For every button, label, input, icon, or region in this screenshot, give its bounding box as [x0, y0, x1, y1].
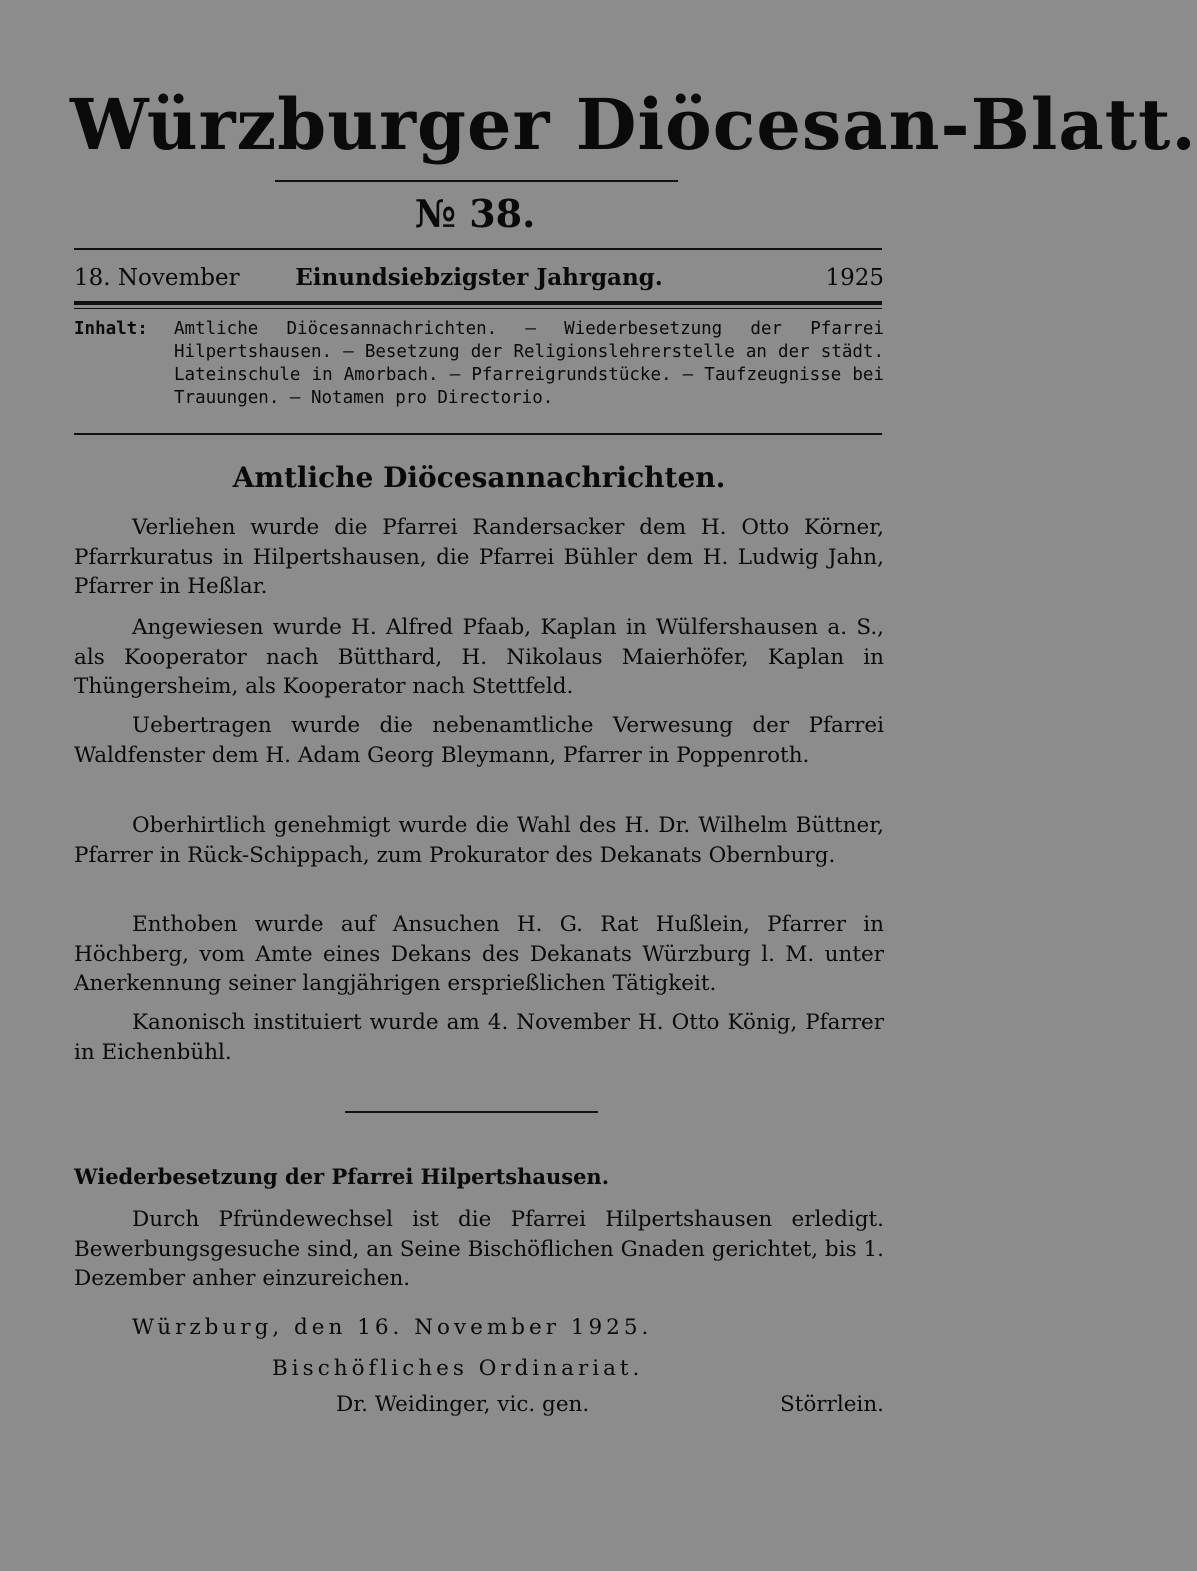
contents-text: Amtliche Diöcesannachrichten. — Wiederbesetzung der Pfarrei Hilpertshausen. — Besetzung der Religionslehrerstelle an der städt. Lateinschule in Amorbach. — Pfarreigrundstücke. — Taufzeugnisse bei Trauungen. — Notamen pro Directorio.	[174, 319, 884, 408]
paragraph-transfers: Uebertragen wurde die nebenamtliche Verwesung der Pfarrei Waldfenster dem H. Adam Georg Bleymann, Pfarrer in Poppenroth.	[74, 713, 884, 768]
dateline-rule-thin	[74, 308, 882, 309]
volume-label: Einundsiebzigster Jahrgang.	[295, 264, 663, 291]
dateline	[74, 262, 884, 294]
section-divider	[345, 1111, 598, 1113]
paragraph-assignments: Angewiesen wurde H. Alfred Pfaab, Kaplan in Wülfershausen a. S., als Kooperator nach Bütthard, H. Nikolaus Maierhöfer, Kaplan in Thüngersheim, als Kooperator nach Stettfeld.	[74, 615, 884, 699]
issuing-authority: Bischöfliches Ordinariat.	[272, 1356, 644, 1381]
dateline-rule-thick	[74, 301, 882, 305]
masthead-title: Würzburger Diöcesan-Blatt.	[70, 83, 1197, 166]
paragraph-institution: Kanonisch instituiert wurde am 4. November H. Otto König, Pfarrer in Eichenbühl.	[74, 1010, 884, 1065]
section-heading-diocesan-news: Amtliche Diöcesannachrichten.	[232, 461, 726, 494]
masthead-short-rule	[275, 180, 678, 182]
issue-date: 18. November	[74, 265, 240, 291]
place-and-date: Würzburg, den 16. November 1925.	[132, 1315, 653, 1340]
section-heading-reappointment: Wiederbesetzung der Pfarrei Hilpertshausen.	[74, 1164, 610, 1189]
signature-left: Dr. Weidinger, vic. gen.	[336, 1392, 590, 1417]
paragraph-appointments: Verliehen wurde die Pfarrei Randersacker dem H. Otto Körner, Pfarrkuratus in Hilpertshausen, die Pfarrei Bühler dem H. Ludwig Jahn, Pfarrer in Heßlar.	[74, 515, 884, 599]
paragraph-vacancy: Durch Pfründewechsel ist die Pfarrei Hilpertshausen erledigt. Bewerbungsgesuche sind, an Seine Bischöflichen Gnaden gerichtet, bis 1. Dezember anher einzureichen.	[74, 1207, 884, 1291]
paragraph-dismissal: Enthoben wurde auf Ansuchen H. G. Rat Hußlein, Pfarrer in Höchberg, vom Amte eines Dekans des Dekanats Würzburg l. M. unter Anerkennung seiner langjährigen ersprießlichen Tätigkeit.	[74, 912, 884, 996]
contents-rule	[74, 433, 882, 435]
issue-number: № 38.	[414, 191, 536, 236]
issue-year: 1925	[825, 265, 884, 291]
contents-label: Inhalt:	[74, 319, 148, 339]
top-rule	[74, 248, 882, 250]
signature-right: Störrlein.	[779, 1392, 884, 1417]
paragraph-approval: Oberhirtlich genehmigt wurde die Wahl des H. Dr. Wilhelm Büttner, Pfarrer in Rück-Schippach, zum Prokurator des Dekanats Obernburg.	[74, 813, 884, 868]
